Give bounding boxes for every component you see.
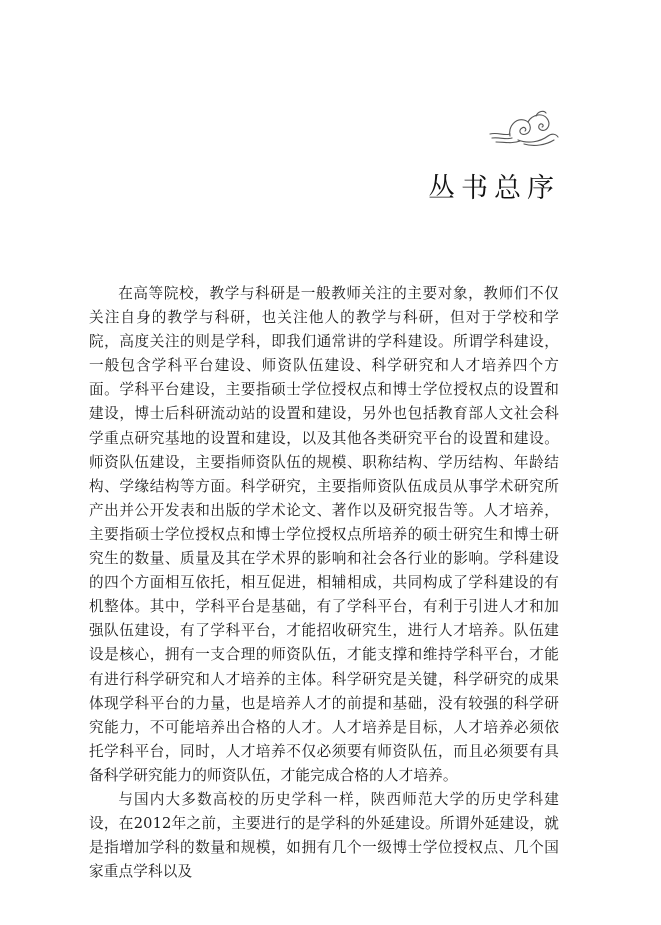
paragraph: 与国内大多数高校的历史学科一样，陕西师范大学的历史学科建设，在2012年之前，主要进行的是学科的外延建设。所谓外延建设，就是指增加学科的数量和规模，如拥有几个一级博士学位授权点、几个国家重点学科以及 (89, 790, 559, 881)
preface-body (89, 282, 559, 884)
paragraph: 在高等院校，教学与科研是一般教师关注的主要对象，教师们不仅关注自身的教学与科研，也关注他人的教学与科研，但对于学校和学院，高度关注的则是学科，即我们通常讲的学科建设。所谓学科建设，一般包含学科平台建设、师资队伍建设、科学研究和人才培养四个方面。学科平台建设，主要指硕士学位授权点和博士学位授权点的设置和建设，博士后科研流动站的设置和建设，另外也包括教育部人文社会科学重点研究基地的设置和建设，以及其他各类研究平台的设置和建设。师资队伍建设，主要指师资队伍的规模、职称结构、学历结构、年龄结构、学缘结构等方面。科学研究，主要指师资队伍成员从事学术研究所产出并公开发表和出版的学术论文、著作以及研究报告等。人才培养，主要指硕士学位授权点和博士学位授权点所培养的硕士研究生和博士研究生的数量、质量及其在学术界的影响和社会各行业的影响。学科建设的四个方面相互依托，相互促进，相辅相成，共同构成了学科建设的有机整体。其中，学科平台是基础，有了学科平台，有利于引进人才和加强队伍建设，有了学科平台，才能招收研究生，进行人才培养。队伍建设是核心，拥有一支合理的师资队伍，才能支撑和维持学科平台，才能有进行科学研究和人才培养的主体。科学研究是关键，科学研究的成果体现学科平台的力量，也是培养人才的前提和基础，没有较强的科学研究能力，不可能培养出合格的人才。人才培养是目标，人才培养必须依托学科平台，同时，人才培养不仅必须要有师资队伍，而且必须要有具备科学研究能力的师资队伍，才能完成合格的人才培养。 (89, 285, 559, 784)
auspicious-cloud-icon (488, 108, 560, 148)
preface-title: 丛书总序 (428, 173, 560, 204)
